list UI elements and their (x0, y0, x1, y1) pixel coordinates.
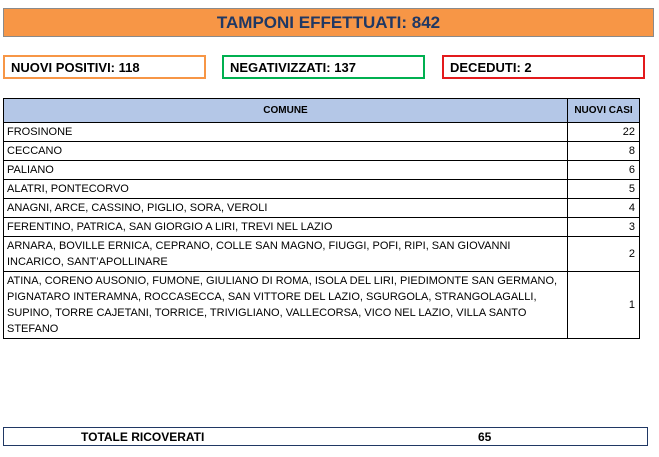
column-header-nuovi-casi: NUOVI CASI (568, 99, 640, 123)
casi-cell: 3 (568, 218, 640, 237)
deceduti-box (442, 55, 645, 79)
comune-cell: FERENTINO, PATRICA, SAN GIORGIO A LIRI, TREVI NEL LAZIO (4, 218, 568, 237)
casi-cell: 22 (568, 123, 640, 142)
casi-cell: 6 (568, 161, 640, 180)
casi-cell: 5 (568, 180, 640, 199)
table-row (4, 199, 640, 218)
table-row (4, 161, 640, 180)
negativizzati-text: NEGATIVIZZATI: 137 (230, 59, 356, 75)
comune-cell: PALIANO (4, 161, 568, 180)
nuovi-positivi-box (3, 55, 206, 79)
deceduti-text: DECEDUTI: 2 (450, 59, 532, 75)
negativizzati-box (222, 55, 425, 79)
casi-cell: 8 (568, 142, 640, 161)
totale-ricoverati-value: 65 (478, 430, 492, 444)
comune-cell: ARNARA, BOVILLE ERNICA, CEPRANO, COLLE SAN MAGNO, FIUGGI, POFI, RIPI, SAN GIOVANNI INCARICO, SANT’APOLLINARE (4, 237, 568, 272)
casi-cell: 1 (568, 272, 640, 339)
table-row (4, 237, 640, 272)
comune-cell: FROSINONE (4, 123, 568, 142)
table-row (4, 218, 640, 237)
casi-cell: 4 (568, 199, 640, 218)
table-row (4, 272, 640, 339)
comune-cell: ANAGNI, ARCE, CASSINO, PIGLIO, SORA, VEROLI (4, 199, 568, 218)
totale-ricoverati-label: TOTALE RICOVERATI (81, 430, 205, 444)
table-row (4, 180, 640, 199)
tamponi-banner (3, 8, 654, 37)
column-header-comune: COMUNE (4, 99, 568, 123)
table-row (4, 142, 640, 161)
comune-cell: ATINA, CORENO AUSONIO, FUMONE, GIULIANO DI ROMA, ISOLA DEL LIRI, PIEDIMONTE SAN GERMANO, PIGNATARO INTERAMNA, ROCCASECCA, SAN VITTORE DEL LAZIO, SGURGOLA, STRANGOLAGALLI, SUPINO, TORRE CAJETANI, TORRICE, TRIVIGLIANO, VALLECORSA, VICO NEL LAZIO, VILLA SANTO STEFANO (4, 272, 568, 339)
comune-cell: CECCANO (4, 142, 568, 161)
cases-table (3, 98, 640, 339)
table-row (4, 123, 640, 142)
casi-cell: 2 (568, 237, 640, 272)
comune-cell: ALATRI, PONTECORVO (4, 180, 568, 199)
nuovi-positivi-text: NUOVI POSITIVI: 118 (11, 59, 140, 75)
table-header-row (4, 99, 640, 123)
tamponi-title: TAMPONI EFFETTUATI: 842 (216, 12, 441, 32)
totale-ricoverati-box (3, 427, 648, 446)
